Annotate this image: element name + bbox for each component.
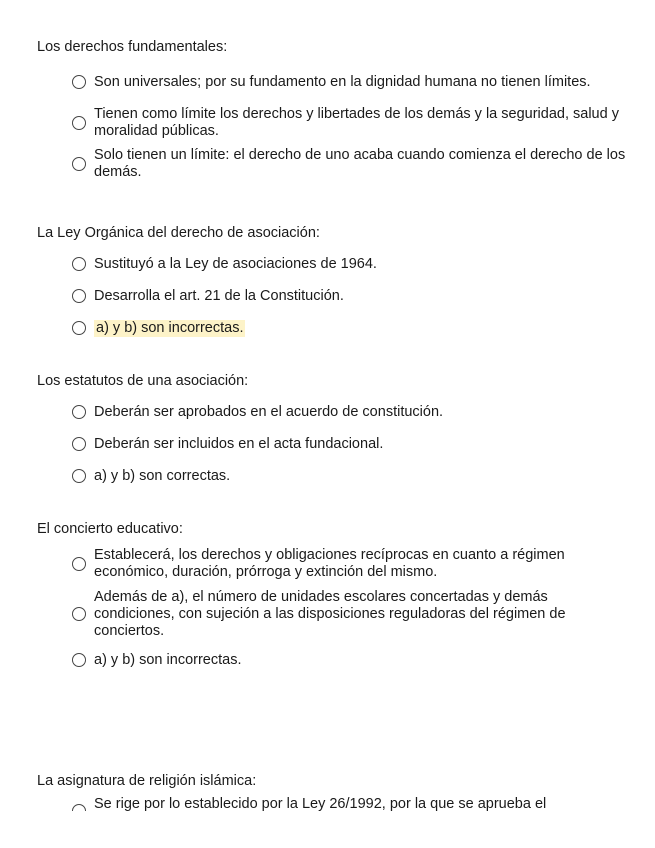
radio-button[interactable] bbox=[72, 321, 86, 335]
radio-button[interactable] bbox=[72, 469, 86, 483]
radio-button[interactable] bbox=[72, 157, 86, 171]
option-2c[interactable] bbox=[72, 312, 627, 344]
option-3a[interactable] bbox=[72, 396, 627, 428]
radio-button[interactable] bbox=[72, 557, 86, 571]
radio-button[interactable] bbox=[72, 607, 86, 621]
option-4c[interactable] bbox=[72, 644, 627, 676]
option-text: Establecerá, los derechos y obligaciones recíprocas en cuanto a régimen económico, duración, prórroga y extinción del mismo. bbox=[94, 547, 565, 580]
radio-button[interactable] bbox=[72, 804, 86, 811]
radio-button[interactable] bbox=[72, 653, 86, 667]
question-1 bbox=[37, 38, 627, 184]
option-text: Desarrolla el art. 21 de la Constitución. bbox=[94, 287, 344, 304]
option-text: Deberán ser aprobados en el acuerdo de constitución. bbox=[94, 403, 444, 420]
option-2a[interactable] bbox=[72, 248, 627, 280]
question-5 bbox=[37, 772, 627, 816]
option-1c[interactable] bbox=[72, 144, 627, 184]
option-4b[interactable] bbox=[72, 584, 627, 644]
option-4a[interactable] bbox=[72, 544, 627, 584]
option-text: Además de a), el número de unidades escolares concertadas y demás condiciones, con sujeción a las disposiciones reguladoras del régimen de conciertos. bbox=[94, 588, 566, 639]
option-1b[interactable] bbox=[72, 102, 627, 144]
option-3c[interactable] bbox=[72, 460, 627, 492]
question-title: La Ley Orgánica del derecho de asociación: bbox=[37, 225, 320, 241]
option-text: Tienen como límite los derechos y libertades de los demás y la seguridad, salud y moralidad públicas. bbox=[94, 106, 619, 139]
radio-button[interactable] bbox=[72, 116, 86, 130]
option-text: Se rige por lo establecido por la Ley 26/1992, por la que se aprueba el bbox=[94, 796, 547, 812]
option-1a[interactable] bbox=[72, 62, 627, 102]
question-title: La asignatura de religión islámica: bbox=[37, 773, 257, 789]
option-text: a) y b) son incorrectas. bbox=[94, 651, 242, 668]
option-text-highlighted: a) y b) son incorrectas. bbox=[96, 319, 244, 336]
radio-button[interactable] bbox=[72, 289, 86, 303]
radio-button[interactable] bbox=[72, 257, 86, 271]
radio-button[interactable] bbox=[72, 405, 86, 419]
radio-button[interactable] bbox=[72, 75, 86, 89]
option-3b[interactable] bbox=[72, 428, 627, 460]
option-2b[interactable] bbox=[72, 280, 627, 312]
question-3 bbox=[37, 372, 627, 492]
option-text: Solo tienen un límite: el derecho de uno acaba cuando comienza el derecho de los demás. bbox=[94, 147, 626, 180]
question-4 bbox=[37, 520, 627, 676]
question-title: El concierto educativo: bbox=[37, 521, 183, 537]
option-text: Son universales; por su fundamento en la dignidad humana no tienen límites. bbox=[94, 73, 591, 90]
question-title: Los estatutos de una asociación: bbox=[37, 373, 249, 389]
question-title: Los derechos fundamentales: bbox=[37, 39, 228, 55]
option-text: Deberán ser incluidos en el acta fundacional. bbox=[94, 435, 384, 452]
option-text: Sustituyó a la Ley de asociaciones de 1964. bbox=[94, 255, 377, 272]
question-2 bbox=[37, 224, 627, 344]
radio-button[interactable] bbox=[72, 437, 86, 451]
option-5a[interactable] bbox=[72, 796, 627, 816]
option-text: a) y b) son correctas. bbox=[94, 467, 231, 484]
